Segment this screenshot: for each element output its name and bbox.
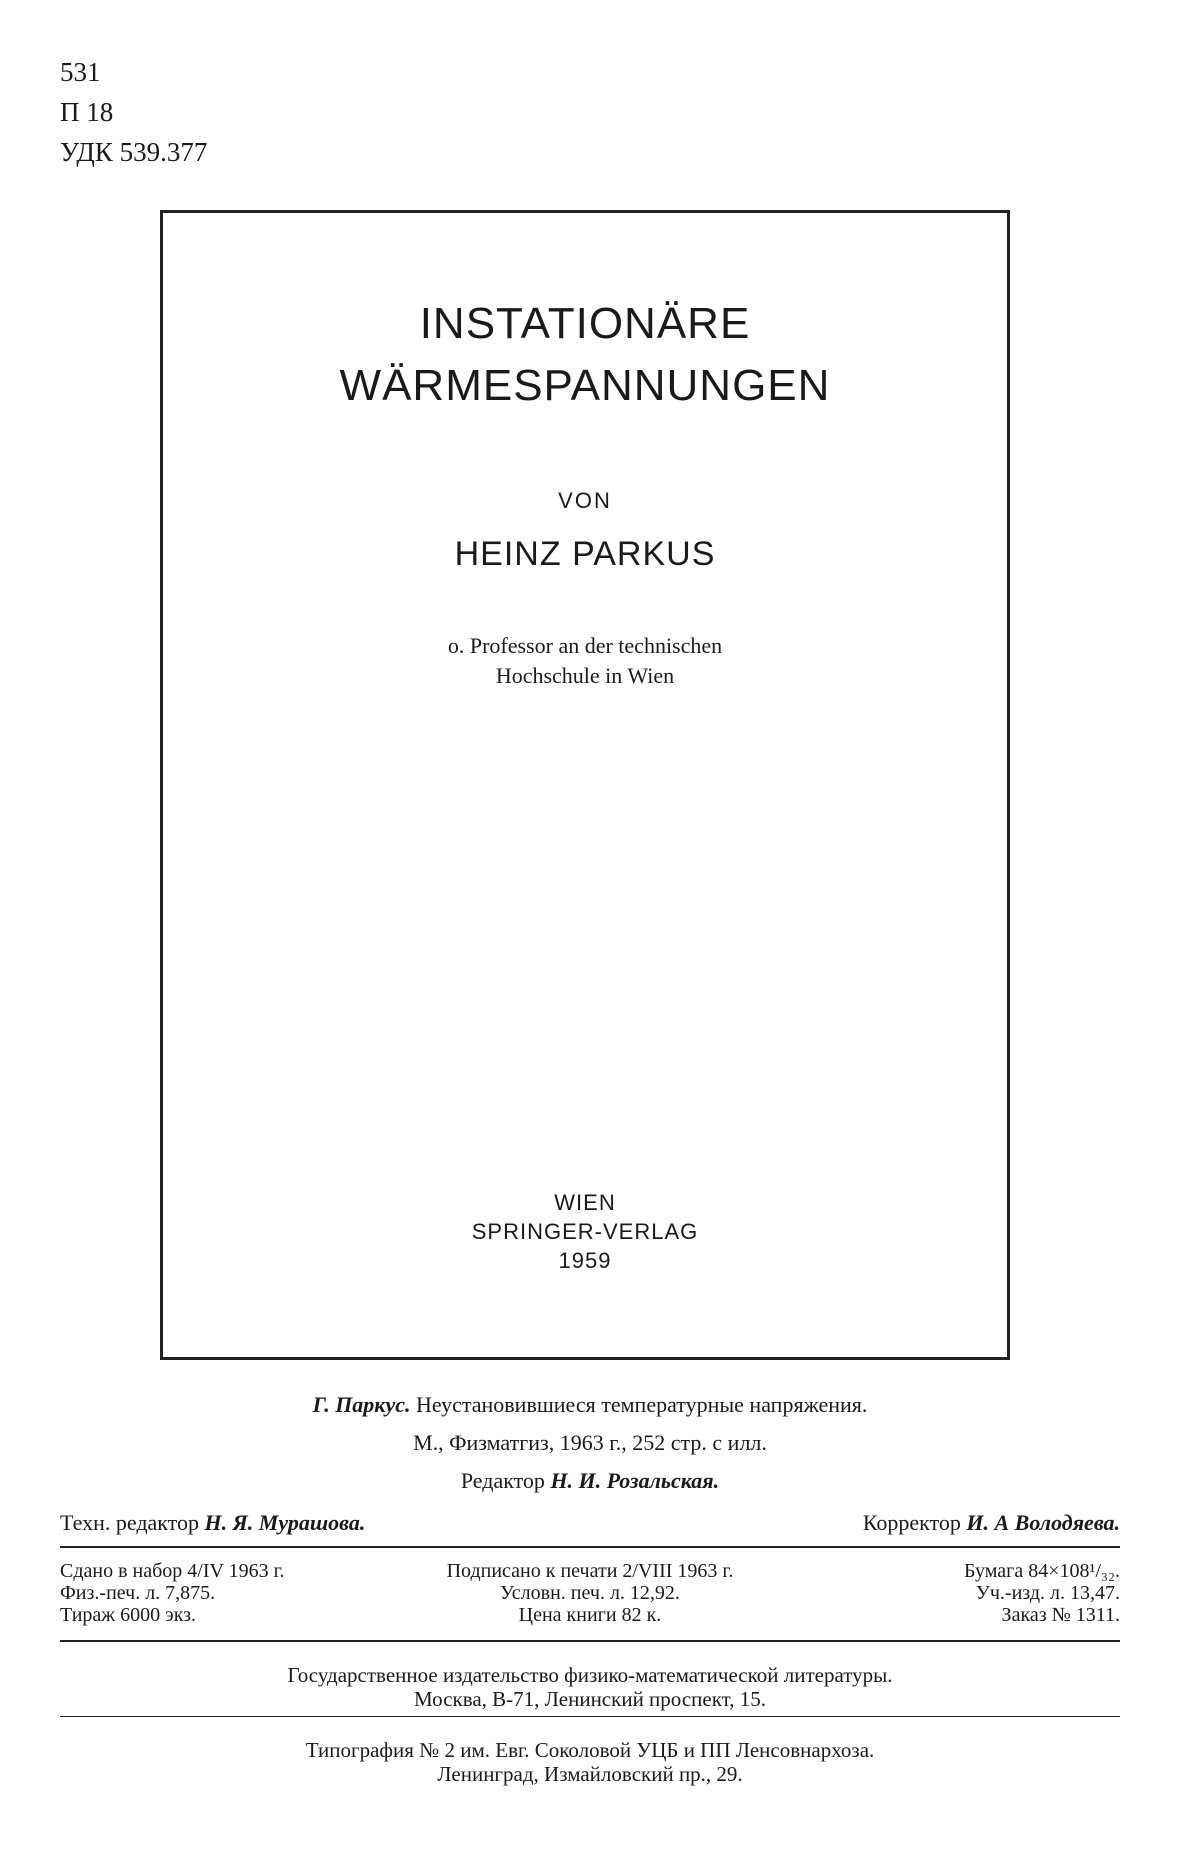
russian-author: Г. Паркус. — [312, 1392, 411, 1417]
book-title — [163, 293, 1007, 417]
author-sign: П 18 — [60, 97, 114, 127]
publisher-name: SPRINGER-VERLAG — [471, 1219, 699, 1244]
corrector-name: И. А Володяева. — [966, 1510, 1120, 1535]
author-name: HEINZ PARKUS — [454, 535, 716, 573]
classification-codes — [60, 52, 207, 172]
tech-editor — [60, 1510, 365, 1536]
publication-info: М., Физматгиз, 1963 г., 252 стр. с илл. — [413, 1430, 767, 1455]
publisher-city: WIEN — [554, 1190, 616, 1215]
publishing-house-address: Москва, В-71, Ленинский проспект, 15. — [414, 1687, 766, 1711]
russian-title: Неустановившиеся температурные напряжения. — [416, 1392, 868, 1417]
staff-line — [60, 1510, 1120, 1536]
publication-year: 1959 — [558, 1248, 612, 1273]
divider — [60, 1640, 1120, 1642]
printing-house — [60, 1738, 1120, 1786]
print-data-cell: Цена книги 82 к. — [518, 1604, 662, 1626]
print-data-cell: Подписано к печати 2/VIII 1963 г. — [446, 1560, 734, 1582]
tech-editor-label: Техн. редактор — [60, 1510, 200, 1535]
corrector — [863, 1510, 1120, 1536]
bbk-code: 531 — [60, 57, 101, 87]
printing-house-address: Ленинград, Измайловский пр., 29. — [437, 1762, 743, 1786]
tech-editor-name: Н. Я. Мурашова. — [204, 1510, 366, 1535]
russian-title-line — [60, 1392, 1120, 1418]
udc-code: УДК 539.377 — [60, 137, 208, 167]
divider — [60, 1716, 1120, 1717]
printing-house-name: Типография № 2 им. Евг. Соколовой УЦБ и ПП Ленсовнархоза. — [305, 1738, 875, 1762]
print-data-row — [60, 1604, 1120, 1626]
print-data-cell: Физ.-печ. л. 7,875. — [60, 1582, 216, 1604]
affiliation-line-2: Hochschule in Wien — [495, 663, 675, 688]
affiliation-line-1: o. Professor an der technischen — [447, 633, 723, 658]
von-label: VON — [558, 488, 612, 513]
editor-label: Редактор — [460, 1468, 545, 1493]
print-data-row — [60, 1560, 1120, 1582]
print-data-cell: Тираж 6000 экз. — [60, 1604, 197, 1626]
print-data-cell: Бумага 84×108¹/₃₂. — [964, 1560, 1120, 1582]
book-title-line-1: INSTATIONÄRE — [419, 299, 751, 348]
corrector-label: Корректор — [862, 1510, 961, 1535]
divider — [60, 1546, 1120, 1548]
publishing-house-name: Государственное издательство физико-математической литературы. — [287, 1663, 893, 1687]
print-data-cell: Заказ № 1311. — [1001, 1604, 1120, 1626]
print-data-cell: Сдано в набор 4/IV 1963 г. — [60, 1560, 285, 1582]
print-data-cell: Уч.-изд. л. 13,47. — [975, 1582, 1120, 1604]
author-affiliation — [163, 631, 1007, 691]
editor-line — [60, 1468, 1120, 1494]
print-data-table — [60, 1560, 1120, 1626]
editor-name: Н. И. Розальская. — [550, 1468, 720, 1493]
print-data-cell: Условн. печ. л. 12,92. — [500, 1582, 680, 1604]
publisher-block — [163, 1188, 1007, 1275]
book-title-line-2: WÄRMESPANNUNGEN — [339, 361, 831, 410]
print-data-row — [60, 1582, 1120, 1604]
publishing-house — [60, 1663, 1120, 1711]
original-title-page — [160, 210, 1010, 1360]
